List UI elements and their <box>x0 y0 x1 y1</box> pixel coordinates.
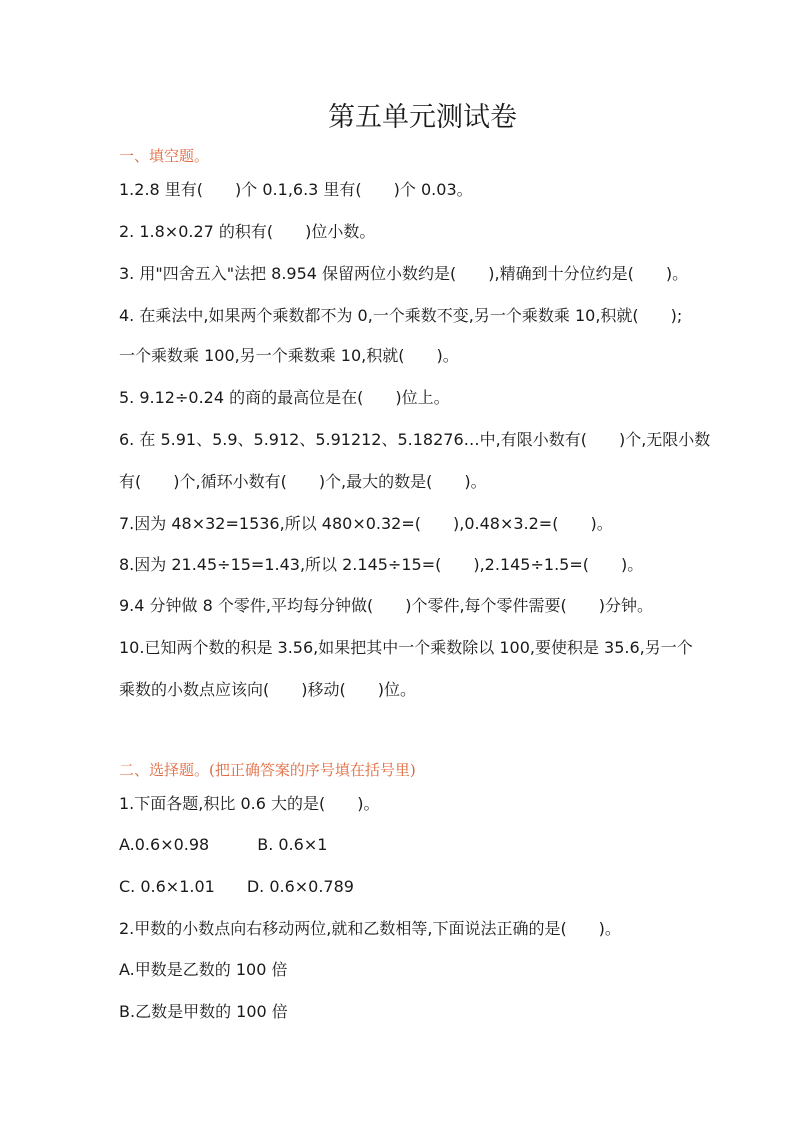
question-line: 1.2.8 里有( )个 0.1,6.3 里有( )个 0.03。 <box>119 180 473 199</box>
question-line: 2. 1.8×0.27 的积有( )位小数。 <box>119 222 376 241</box>
question-line: 8.因为 21.45÷15=1.43,所以 2.145÷15=( ),2.145÷1.5=( )。 <box>119 555 644 574</box>
choice-line: A.0.6×0.98 B. 0.6×1 <box>119 835 328 854</box>
question-line: 3. 用"四舍五入"法把 8.954 保留两位小数约是( ),精确到十分位约是( )。 <box>119 264 689 283</box>
question-line: 4. 在乘法中,如果两个乘数都不为 0,一个乘数不变,另一个乘数乘 10,积就( ); <box>119 306 683 325</box>
question-line: 乘数的小数点应该向( )移动( )位。 <box>119 680 416 699</box>
section-heading-fill-in-blanks: 一、填空题。 <box>119 147 210 165</box>
question-line: 2.甲数的小数点向右移动两位,就和乙数相等,下面说法正确的是( )。 <box>119 919 621 938</box>
choice-line: B.乙数是甲数的 100 倍 <box>119 1002 288 1021</box>
choice-line: A.甲数是乙数的 100 倍 <box>119 960 288 979</box>
question-line: 7.因为 48×32=1536,所以 480×0.32=( ),0.48×3.2=( )。 <box>119 514 613 533</box>
choice-line: C. 0.6×1.01 D. 0.6×0.789 <box>119 877 354 896</box>
question-line: 5. 9.12÷0.24 的商的最高位是在( )位上。 <box>119 388 450 407</box>
question-line: 10.已知两个数的积是 3.56,如果把其中一个乘数除以 100,要使积是 35.6,另一个 <box>119 638 693 657</box>
page-title: 第五单元测试卷 <box>328 102 517 133</box>
section-heading-multiple-choice: 二、选择题。(把正确答案的序号填在括号里) <box>119 761 416 779</box>
question-line: 6. 在 5.91、5.9、5.912、5.91212、5.18276…中,有限小数有( )个,无限小数 <box>119 430 711 449</box>
question-line: 有( )个,循环小数有( )个,最大的数是( )。 <box>119 472 487 491</box>
question-line: 1.下面各题,积比 0.6 大的是( )。 <box>119 794 380 813</box>
question-line: 一个乘数乘 100,另一个乘数乘 10,积就( )。 <box>119 346 459 365</box>
question-line: 9.4 分钟做 8 个零件,平均每分钟做( )个零件,每个零件需要( )分钟。 <box>119 596 654 615</box>
